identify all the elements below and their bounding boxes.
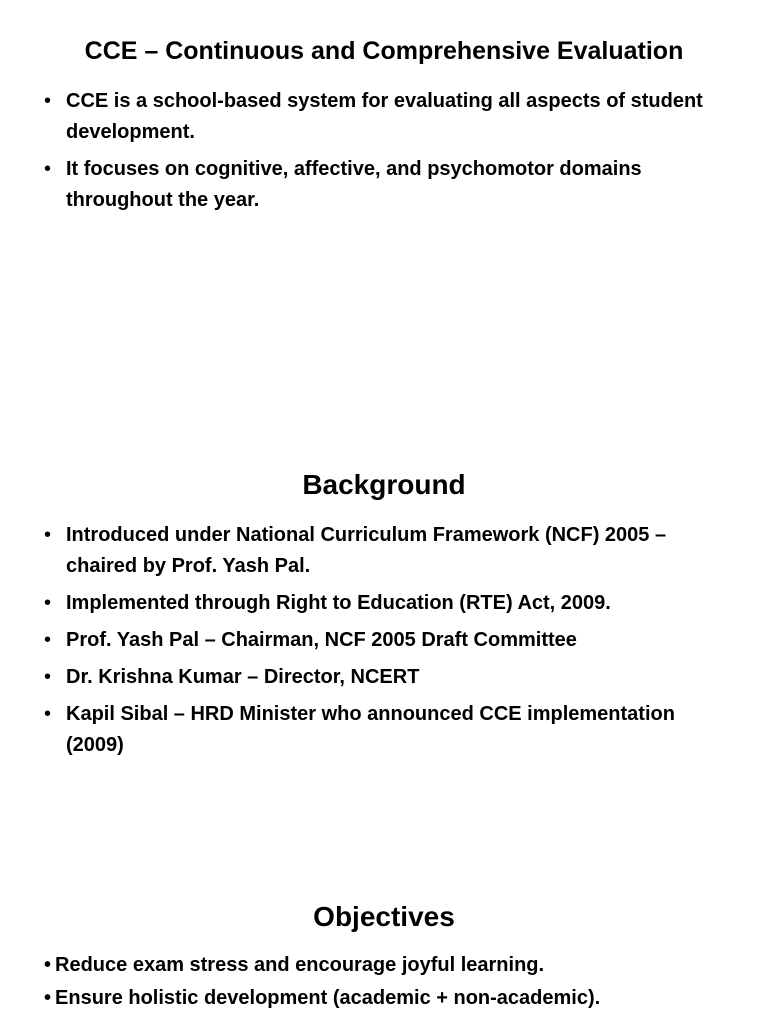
list-item-text: It focuses on cognitive, affective, and psychomotor domains throughout the year. [66, 158, 642, 211]
list-item-text: Ensure holistic development (academic + non-academic). [55, 986, 601, 1009]
list-item-text: Prof. Yash Pal – Chairman, NCF 2005 Draft Committee [66, 628, 577, 651]
bullet-icon: • [44, 953, 52, 976]
list-item [0, 983, 768, 1014]
bullet-icon: • [44, 628, 52, 651]
bullet-icon: • [44, 523, 52, 546]
list-item [0, 588, 768, 619]
list-item-text: Introduced under National Curriculum Framework (NCF) 2005 – chaired by Prof. Yash Pal. [66, 523, 667, 577]
list-item [0, 699, 768, 761]
section-title-objectives: Objectives [313, 901, 455, 932]
list-item-text: CCE is a school-based system for evaluating all aspects of student development. [66, 90, 703, 143]
list-item [0, 86, 768, 148]
slide-cce-intro [0, 36, 768, 222]
bullet-icon: • [44, 665, 52, 688]
list-item [0, 950, 768, 981]
section-title-background: Background [302, 469, 466, 500]
list-item-text: Reduce exam stress and encourage joyful learning. [55, 953, 545, 976]
bullet-icon: • [44, 986, 52, 1009]
slide-objectives [0, 900, 768, 1020]
list-item-text: Kapil Sibal – HRD Minister who announced CCE implementation (2009) [66, 702, 675, 756]
list-item [0, 662, 768, 693]
bullet-icon: • [44, 90, 52, 112]
list-item [0, 625, 768, 656]
bullet-icon: • [44, 702, 52, 725]
page-title: CCE – Continuous and Comprehensive Evaluation [84, 37, 684, 65]
list-item-text: Dr. Krishna Kumar – Director, NCERT [66, 665, 420, 688]
slide-background [0, 468, 768, 767]
intro-bullet-list [0, 86, 768, 216]
background-bullet-list [0, 520, 768, 761]
list-item [0, 520, 768, 582]
bullet-icon: • [44, 591, 52, 614]
list-item [0, 154, 768, 216]
list-item-text: Implemented through Right to Education (RTE) Act, 2009. [66, 591, 611, 614]
bullet-icon: • [44, 158, 52, 180]
objectives-bullet-list [0, 950, 768, 1014]
